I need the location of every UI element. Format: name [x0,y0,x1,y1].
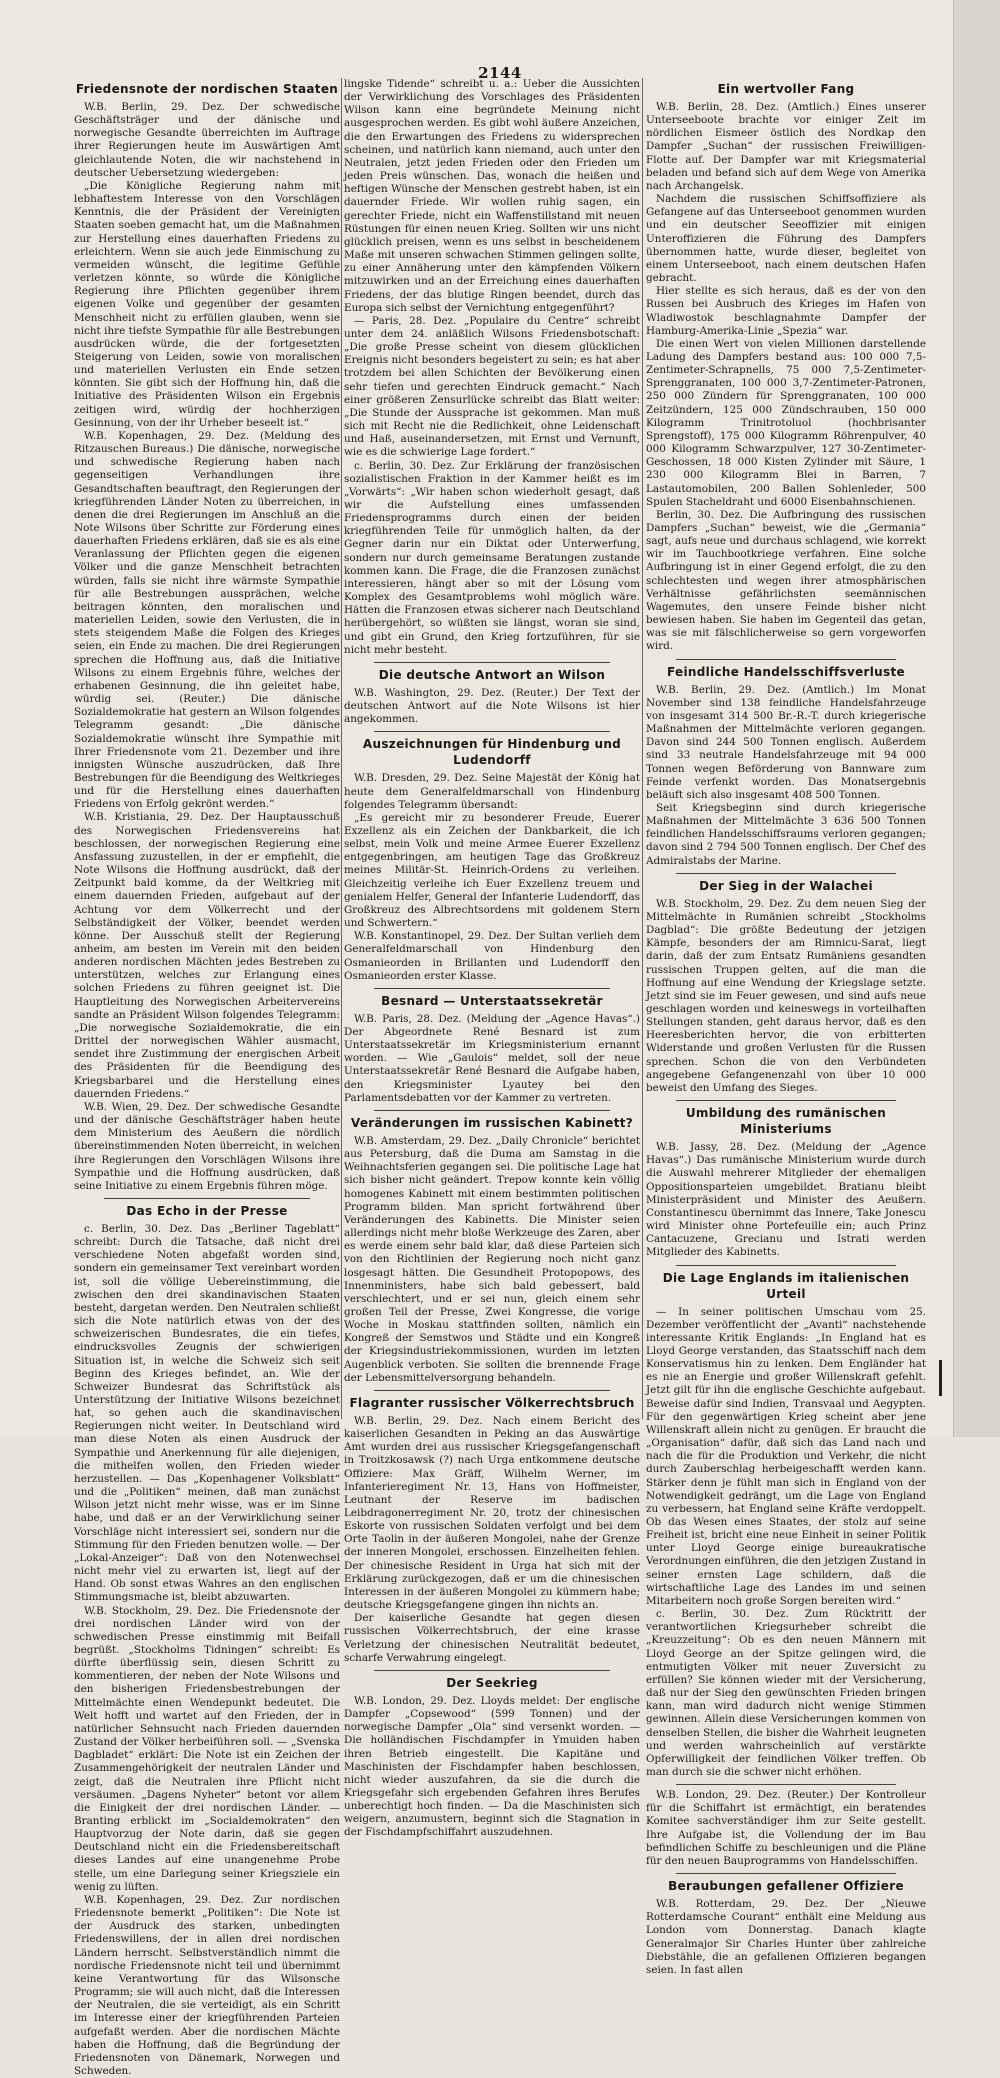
article-separator [374,988,610,989]
column-1 [74,78,340,2077]
article-paragraph: W.B. Jassy, 28. Dez. (Meldung der „Agence Havas“.) Das rumänische Ministerium wurde durch die Auswahl mehrerer Mitglieder der ehemaligen Oppositionsparteien umgebildet. Bratianu bleibt Ministerpräsident und Minister des Aeußern. Constantinescu übernimmt das Innere, Take Jonescu wird Minister ohne Portefeuille ein; auch Prinz Cantacuzene, Grecianu und Istrati werden Mitglieder des Kabinetts. [646,1141,926,1259]
article-paragraph: lingske Tidende“ schreibt u. a.: Ueber die Aussichten der Verwirklichung des Vorschlages des Präsidenten Wilson kann eine begründete Meinung nicht ausgesprochen werden. Es gibt wohl äußere Anzeichen, die den Erwartungen des Friedens zu widersprechen scheinen, und natürlich kann niemand, auch unter den Neutralen, jetzt jeden Frieden oder den Frieden um jeden Preis wünschen. Das, wonach die heißen und heftigen Wünsche der Menschen gestrebt haben, ist ein dauernder Friede. Wir wollen ruhig sagen, ein gerechter Friede, nicht ein Waffenstillstand mit neuen Rüstungen für einen neuen Krieg. Sollten wir uns nicht glücklich preisen, wenn es uns selbst in bescheidenem Maße mit unseren schwachen Stimmen gelingen sollte, zu einer Annäherung unter den kämpfenden Völkern mitzuwirken und an der Erreichung eines dauerhaften Friedens, der das blutige Ringen beendet, durch das Europa sich selbst der Vernichtung entgegenführt? [344,78,640,314]
article-headline: Auszeichnungen für Hindenburg und Ludendorff [362,737,622,768]
article-russian-violation [344,1395,640,1665]
article-valuable-catch [646,81,926,654]
article-paragraph: c. Berlin, 30. Dez. Zum Rücktritt der verantwortlichen Kriegsurheber schreibt die „Kreuzzeitung“: Ob es den neuen Männern mit Lloyd George an der Spitze gelingen wird, die entmutigten Völker mit neuer Zuversicht zu erfüllen? Sie können wieder mit der Versicherung, daß nur der Sieg den gewünschten Frieden bringen kann, man wird dadurch nicht wenige Stimmen gewinnen. Allein diese Versicherungen kommen von denselben Stellen, die bisher die Wahrheit leugneten und werden wahrscheinlich auf verstärkte Opferwilligkeit der feindlichen Völker treffen. Ob man durch sie die schwer nicht erhöhen. [646,1608,926,1778]
article-england-italian-view [646,1270,926,1780]
column-2 [344,78,640,1839]
column-rule [341,78,342,1419]
article-paragraph: W.B. Stockholm, 29. Dez. Die Friedensnote der drei nordischen Länder wird von der schwedischen Presse einstimmig mit Beifall begrüßt. „Stockholms Tidningen“ schreibt: Es dürfte überflüssig sein, diesen Schritt zu kommentieren, der neben der Note Wilsons und den bisherigen Friedensbestrebungen der Mittelmächte einen Wendepunkt bedeutet. Die Welt hofft und wartet auf den Frieden, der in natürlicher Sehnsucht nach Frieden dauernden Zustand der Völker herbeiführen soll. — „Svenska Dagbladet“ erklärt: Die Note ist ein Zeichen der Zusammengehörigkeit der neutralen Länder und zeigt, daß die Neutralen ihre Pflicht nicht versäumen. „Dagens Nyheter“ betont vor allem die Einigkeit der drei nordischen Länder. — Branting erblickt im „Socialdemokraten“ den Hauptvorzug der Note darin, daß sie gegen Deutschland nicht ein die Friedensbereitschaft dieses Landes auf eine unangenehme Probe stelle, um eine Darlegung seiner Kriegsziele ein wenig zu lüften. [74,1604,340,1893]
article-paragraph: — In seiner politischen Umschau vom 25. Dezember veröffentlicht der „Avanti“ nachstehende interessante Kritik Englands: „In England hat es Lloyd George verstanden, das Staatsschiff nach dem Konservatismus hin zu lenken. Dem Engländer hat es nie an Energie und großer Willenskraft gefehlt. Jetzt gilt für ihn die englische Geschichte aufgebaut. Beweise dafür sind Indien, Transvaal und Aegypten. Für den gegenwärtigen Krieg scheint aber jene Willenskraft allein nicht zu genügen. Er braucht die „Organisation“ dafür, daß sich das Land nach und nach die für die Produktion und Verkehr, die nicht durch Zauberschlag herbeigeschafft werden kann. Stärker denn je fühlt man sich in England von der Notwendigkeit gedrängt, um die Lage von England zu verbessern, hat England seine Kräfte verdoppelt. Ob das Wesen eines Staates, der stolz auf seine Freiheit ist, bricht eine neue Einheit in seiner Politik unter Lloyd George einige bureaukratische Verordnungen einführen, die den jetzigen Zustand in seiner ernsten Lage schildern, daß die wirtschaftliche Lage des Landes im und seinen Mitarbeitern noch große Sorgen bereiten wird.“ [646,1305,926,1607]
article-paragraph: Nachdem die russischen Schiffsoffiziere als Gefangene auf das Unterseeboot genommen wurden und ein deutscher Seeoffizier mit einigen Unteroffizieren die Führung des Dampfers übernommen hatte, wurde dieser, begleitet von einem Unterseeboot, nach einem deutschen Hafen gebracht. [646,193,926,285]
article-headline: Beraubungen gefallener Offiziere [668,1879,904,1894]
article-paragraph: c. Berlin, 30. Dez. Das „Berliner Tageblatt“ schreibt: Durch die Tatsache, daß nicht drei verschiedene Noten abgefaßt worden sind, sondern ein gemeinsamer Text vereinbart worden ist, soll die völlige Uebereinstimmung, die zwischen den drei skandinavischen Staaten besteht, dargetan werden. Den Neutralen schließt sich die Note natürlich etwas von der des schweizerischen Bundesrates, die ein tiefes, eindrucksvolles Zeugnis der schwierigen Situation ist, in welche die Schweiz sich seit Beginn des Krieges befindet, an. Wie der Schweizer Bundesrat das Schriftstück als Unterstützung der Initiative Wilsons bezeichnet hat, so gehen auch die skandinavischen Regierungen nicht weiter. In Deutschland wird man diese Noten als einen Ausdruck der Sympathie und Anerkennung für alle diejenigen, die mithelfen wollen, den Frieden wieder herzustellen. — Das „Kopenhagener Volksblatt“ und die „Politiken“ meinen, daß man zunächst Wilson jetzt nicht mehr wisse, was er im Sinne habe, und daß er an der Verwirklichung seiner Vorschläge nicht interessiert sei, sondern nur die Stimmung für den Frieden benutzen wolle. — Der „Lokal-Anzeiger“: Daß von den Notenwechsel nicht mehr viel zu erwarten ist, liegt auf der Hand. Ob sonst etwas Wahres an den englischen Stimmungsmache ist, bleibt abzuwarten. [74,1222,340,1604]
article-german-answer [344,667,640,726]
article-paragraph: W.B. Berlin, 29. Dez. Der schwedische Geschäftsträger und der dänische und norwegische Gesandte überreichten im Auftrage ihrer Regierungen heute im Auswärtigen Amt gleichlautende Noten, die wir nachstehend in deutscher Uebersetzung wiedergeben: [74,101,340,179]
article-paragraph: Hier stellte es sich heraus, daß es der von den Russen bei Ausbruch des Krieges im Hafen von Wladiwostok beschlagnahmte Dampfer der Hamburg-Amerika-Linie „Spezia“ war. [646,285,926,337]
article-separator [374,662,610,663]
article-paragraph: W.B. Berlin, 29. Dez. Nach einem Bericht des kaiserlichen Gesandten in Peking an das Auswärtige Amt wurden drei aus russischer Kriegsgefangenschaft in Troitzkosawsk (?) nach Urga entkommene deutsche Offiziere: Max Gräff, Wilhelm Werner, im Infanterieregiment Nr. 13, Hans von Hoffmeister, Leutnant der Reserve im badischen Leibdragonerregiment Nr. 20, trotz der chinesischen Eskorte von russischen Soldaten verfolgt und bei dem Orte Taolin in der äußeren Mongolei, nahe der Grenze der inneren Mongolei, erschossen. Einzelheiten fehlen. Der chinesische Resident in Urga hat sich mit der Erklärung zurückgezogen, daß er um die chinesischen Interessen in der äußeren Mongolei zu kümmern habe; deutsche Kriegsgefangene gingen ihn nichts an. [344,1414,640,1612]
article-separator [676,659,896,660]
column-3 [646,78,926,1976]
article-paragraph: W.B. Paris, 28. Dez. (Meldung der „Agence Havas“.) Der Abgeordnete René Besnard ist zum Unterstaatssekretär im Kriegsministerium ernannt worden. — Wie „Gaulois“ meldet, soll der neue Unterstaatssekretär René Besnard die Aufgabe haben, den Kriegsminister Lyautey bei den Parlamentsdebatten vor der Kammer zu vertreten. [344,1012,640,1104]
article-headline: Umbildung des rumänischen Ministeriums [685,1106,887,1137]
article-paragraph: W.B. Wien, 29. Dez. Der schwedische Gesandte und der dänische Geschäftsträger haben heute dem Ministerium des Aeußern die nördlich übereinstimmenden Noten überreicht, in welchen ihre Regierungen den Vorschlägen Wilsons ihre Sympathie und die Hoffnung ausdrücken, daß seine Initiative zu einem Ergebnis führen möge. [74,1100,340,1192]
article-paragraph: W.B. London, 29. Dez. Lloyds meldet: Der englische Dampfer „Copsewood“ (599 Tonnen) und der norwegische Dampfer „Ola“ sind versenkt worden. — Die holländischen Fischdampfer in Ymuiden haben ihren Betrieb eingestellt. Die Kapitäne und Maschinisten der Fischdampfer haben beschlossen, nicht wieder auszufahren, da sie die durch die Kriegsgefahr sich ergebenden Gefahren ihres Berufes unberechtigt hoch finden. — Da die Maschinisten sich weigern, anzumustern, beginnt sich die Stagnation in der Fischdampfschiffahrt auszudehnen. [344,1694,640,1839]
article-naval-war [344,1675,640,1840]
article-shipping-controller [646,1789,926,1868]
article-separator [374,731,610,732]
article-separator [374,1670,610,1671]
article-paragraph: W.B. Amsterdam, 29. Dez. „Daily Chronicle“ berichtet aus Petersburg, daß die Duma am Samstag in die Weihnachtsferien gegangen sei. Die politische Lage hat sich bisher nicht geändert. Trepow konnte kein völlig homogenes Kabinett mit einem bestimmten politischen Programm bilden. Man spricht fortwährend über Veränderungen des Kabinetts. Die Minister seien allerdings nicht mehr bloße Werkzeuge des Zaren, aber es werde einem sehr bald klar, daß diese Parteien sich von den Richtlinien der Regierung noch nicht ganz losgesagt hätten. Die Gesundheit Protopopows, des Innenministers, habe sich bald gebessert, bald verschlechtert, und er sei nun, gleich einem sehr großen Teil der Presse, Zwei Kongresse, die vorige Woche in Moskau stattfinden sollten, nämlich ein Kongreß der Semstwos und Städte und ein Kongreß der Kriegsindustriekommissionen, wurden im letzten Augenblick verboten. Sie sollten die brennende Frage der Lebensmittelversorgung behandeln. [344,1134,640,1384]
margin-mark [939,1360,942,1396]
article-separator [676,1100,896,1101]
article-separator [676,1265,896,1266]
article-paragraph: Die einen Wert von vielen Millionen darstellende Ladung des Dampfers bestand aus: 100 000 7,5-Zentimeter-Schrapnells, 75 000 7,5-Zentimeter-Sprenggranaten, 100 000 3,7-Zentimeter-Patronen, 250 000 Zündern für Sprenggranaten, 100 000 Zeitzündern, 125 000 Zündschrauben, 150 000 Kilogramm Trinitrotoluol (hochbrisanter Sprengstoff), 175 000 Kilogramm Röhrenpulver, 40 000 Kilogramm Schwarzpulver, 127 30-Zentimeter-Geschossen, 18 000 Kisten Zylinder mit Säure, 1 230 000 Kilogramm Blei in Barren, 7 Lastautomobilen, 200 Ballen Sohlenleder, 500 Spulen Stacheldraht und 6000 Eisenbahnschienen. [646,337,926,508]
article-separator [374,1110,610,1111]
article-paragraph: c. Berlin, 30. Dez. Zur Erklärung der französischen sozialistischen Fraktion in der Kammer heißt es im „Vorwärts“: „Wir haben schon wiederholt gesagt, daß wir die Aufstellung eines umfassenden Friedensprogramms durch einen der beiden kriegführenden Teile für unmöglich halten, da der Gegner darin nur ein Diktat oder Unterwerfung, sondern nur durch gemeinsame Beratungen zustande kommen kann. Die Frage, die die Franzosen zunächst interessieren, hängt aber so mit der Lösung vom Komplex des Gesamtproblems wohl möglich wäre. Hätten die Franzosen etwas sicherer nach Deutschland herübergehört, so wüßten sie längst, woran sie sind, und gibt ein Grund, den Krieg fortzuführen, für sie nicht mehr besteht. [344,459,640,656]
article-walachia-victory [646,878,926,1095]
article-russian-cabinet [344,1115,640,1385]
article-paragraph: W.B. London, 29. Dez. (Reuter.) Der Kontrolleur für die Schiffahrt ist ermächtigt, ein beratendes Komitee sachverständiger ihm zur Seite gestellt. Ihre Aufgabe ist, die Vollendung der im Bau befindlichen Schiffe zu beschleunigen und die Pläne für den neuen Bauprogramms von Handelsschiffen. [646,1789,926,1867]
article-robberies [646,1878,926,1977]
article-headline: Die Lage Englands im italienischen Urteil [662,1270,910,1301]
page-edge [953,0,1000,1437]
article-paragraph: W.B. Stockholm, 29. Dez. Zu dem neuen Sieg der Mittelmächte in Rumänien schreibt „Stockholms Dagblad“: Die größte Bedeutung der jetzigen Kämpfe, besonders der am Rimnicu-Sarat, liegt darin, daß der zum Entsatz Rumäniens gesandten russischen Truppen gelten, auf die man die Hoffnung auf eine Wendung der Kriegslage setzte. Jetzt sind sie im Feuer gewesen, und sind aufs neue geschlagen worden und keineswegs in vorteilhaften Stellungen standen, geht daraus hervor, daß es den Heeresberichten hervor, die von erbitterten Widerstande und großen Verlusten für die Russen sprechen. Schon die von den Verbündeten angegebene Gefangenenzahl von über 10 000 beweist den Umfang des Sieges. [646,897,926,1094]
article-headline: Der Seekrieg [446,1675,538,1690]
page-number: 2144 [478,64,522,82]
article-headline: Ein wertvoller Fang [717,82,855,96]
article-paragraph: W.B. Kristiania, 29. Dez. Der Hauptausschuß des Norwegischen Friedensvereins hat beschlossen, der norwegischen Regierung eine Ansfassung zuzustellen, in der er empfiehlt, die Note Wilsons die Hoffnung ausdrückt, daß der Zeitpunkt bald komme, da der Weltkrieg mit einem dauernden Frieden, aufgebaut auf der Achtung vor dem Völkerrecht und der Selbständigkeit der Völker, beendet werden könne. Der Ausschuß stellt der Regierung anheim, am besten im Verein mit den beiden anderen nordischen Mächten jedes Bestreben zu unterstützen, welches zur Erlangung eines solchen Friedens zu führen geeignet ist. Die Hauptleitung des Norwegischen Arbeitervereins sandte an Präsident Wilson folgendes Telegramm: „Die norwegische Sozialdemokratie, die ein Drittel der norwegischen Wähler ausmacht, sendet ihre Zustimmung der energischen Arbeit des Präsidenten für die Beendigung des Kriegsbarbarei und die Herstellung eines dauernden Friedens.“ [74,811,340,1100]
article-paragraph: W.B. Washington, 29. Dez. (Reuter.) Der Text der deutschen Antwort auf die Note Wilsons ist hier angekommen. [344,686,640,726]
article-press-echo [74,1203,340,2078]
article-paragraph: Der kaiserliche Gesandte hat gegen diesen russischen Völkerrechtsbruch, der eine krasse Verletzung der chinesischen Neutralität bedeutet, scharfe Verwahrung eingelegt. [344,1612,640,1664]
article-paragraph: — Paris, 28. Dez. „Populaire du Centre“ schreibt unter dem 24. anläßlich Wilsons Friedensbotschaft: „Die große Presse scheint von diesem glücklichen Ereignis nicht besonders begeistert zu sein; es hat aber trotzdem bei allen Schichten der Bevölkerung einen sehr tiefen und gerechten Eindruck gemacht.“ Nach einer größeren Zensurlücke schreibt das Blatt weiter: „Die Stunde der Aussprache ist gekommen. Man muß sich mit Recht nie die Redlichkeit, ohne Leidenschaft und Haß, auseinandersetzen, mit Ernst und Vernunft, wie es die schwierige Lage fordert.“ [344,314,640,459]
article-separator [676,1873,896,1874]
article-besnard [344,993,640,1105]
article-paragraph: W.B. Kopenhagen, 29. Dez. Zur nordischen Friedensnote bemerkt „Politiken“: Die Note ist der Ausdruck des starken, unbedingten Friedenswillens, der in allen drei nordischen Ländern herrscht. Selbstverständlich nimmt die nordische Friedensnote nicht teil und übernimmt keine Verantwortung für das Wilsonsche Programm; sie will auch nicht, daß die Interessen der Neutralen, die sie verteidigt, als ein Schritt im Interesse einer der kriegführenden Parteien aufgefaßt werden. Aber die nordischen Mächte haben die Hoffnung, daß die Begründung der Friedensnoten von Dänemark, Norwegen und Schweden. [74,1893,340,2077]
article-merchant-losses [646,664,926,868]
article-headline: Der Sieg in der Walachei [699,878,873,893]
article-paragraph: W.B. Berlin, 28. Dez. (Amtlich.) Eines unserer Unterseeboote brachte vor einiger Zeit im nördlichen Eismeer östlich des Nordkap den Dampfer „Suchan“ der russischen Freiwilligen-Flotte auf. Der Dampfer war mit Kriegsmaterial beladen und befand sich auf dem Wege von Amerika nach Archangelsk. [646,101,926,192]
article-separator [676,873,896,874]
article-headline: Das Echo in der Presse [126,1203,288,1218]
article-paragraph: W.B. Dresden, 29. Dez. Seine Majestät der König hat heute dem Generalfeldmarschall von Hindenburg folgendes Telegramm übersandt: [344,772,640,811]
column-rule [642,78,643,1419]
article-headline: Besnard — Unterstaatssekretär [381,993,603,1008]
article-headline: Feindliche Handelsschiffsverluste [667,664,905,679]
article-paragraph: W.B. Konstantinopel, 29. Dez. Der Sultan verlieh dem Generalfeldmarschall von Hindenburg den Osmanieorden in Brillanten und Ludendorff den Osmanieorden erster Klasse. [344,930,640,982]
article-paragraph: W.B. Rotterdam, 29. Dez. Der „Nieuwe Rotterdamsche Courant“ enthält eine Meldung aus London vom Donnerstag. Danach klagte Generalmajor Sir Charles Hunter über zahlreiche Diebstähle, die an gefallenen Offizieren begangen seien. In fast allen [646,1898,926,1976]
article-headline: Flagranter russischer Völkerrechtsbruch [349,1395,635,1410]
article-paragraph: Seit Kriegsbeginn sind durch kriegerische Maßnahmen der Mittelmächte 3 636 500 Tonnen feindlichen Handelsschiffsraums verloren gegangen; davon sind 2 794 500 Tonnen englisch. Der Chef des Admiralstabs der Marine. [646,801,926,867]
article-paragraph: W.B. Kopenhagen, 29. Dez. (Meldung des Ritzauschen Bureaus.) Die dänische, norwegische und schwedische Regierung haben nach gegenseitigen Verhandlungen ihre Gesandtschaften beauftragt, den Regierungen der kriegführenden Länder Noten zu überreichen, in denen die drei Regierungen im Anschluß an die Note Wilsons über Schritte zur Förderung eines dauerhaften Friedens erklären, daß sie es als eine Veranlassung der Pflichten gegen die eigenen Völker und die ganze Menschheit betrachten würden, falls sie nicht ihre wärmste Sympathie für alle Bestrebungen aussprächen, welche beitragen könnten, den moralischen und materiellen Leiden, sowie den Verlusten, die in stets steigendem Maße die Folgen des Krieges seien, ein Ende zu machen. Die drei Regierungen sprechen die Hoffnung aus, daß die Initiative Wilsons zu einem Ergebnis führe, welches der erhabenen Gesinnung, die ihn geleitet habe, würdig sei. (Reuter.) Die dänische Sozialdemokratie hat gestern an Wilson folgendes Telegramm gesandt: „Die dänische Sozialdemokratie wünscht ihre Sympathie mit Ihrer Friedensnote vom 21. Dezember und ihre innigsten Wünsche auszudrücken, daß Ihre Bestrebungen für die Beendigung des Weltkrieges und für die Herstellung eines dauerhaften Friedens von Erfolg gekrönt werden.“ [74,429,340,811]
article-romanian-ministry [646,1105,926,1259]
article-separator [104,1198,310,1199]
article-paragraph: W.B. Berlin, 29. Dez. (Amtlich.) Im Monat November sind 138 feindliche Handelsfahrzeuge von insgesamt 314 500 Br.-R.-T. durch kriegerische Maßnahmen der Mittelmächte verloren gegangen. Davon sind 244 500 Tonnen englisch. Außerdem sind 33 neutrale Handelsfahrzeuge mit 94 000 Tonnen wegen Beförderung von Bannware zum Feinde verfenkt worden. Das Monatsergebnis beläuft sich also insgesamt 408 500 Tonnen. [646,683,926,801]
article-paragraph: Berlin, 30. Dez. Die Aufbringung des russischen Dampfers „Suchan“ beweist, wie die „Germania“ sagt, aufs neue und durchaus schlagend, wie korrekt wir im Tauchbootkriege verfahren. Eine solche Aufbringung ist in einer Gegend erfolgt, die zu den schlechtesten und wegen ihrer atmosphärischen Verhältnisse gefährlichsten seemännischen Wagemutes, den unsere Feinde bisher nicht bewiesen haben. Sie haben im Gegenteil das getan, was sie mit fälschlicherweise so gern vorgeworfen wird. [646,508,926,653]
article-headline: Die deutsche Antwort an Wilson [378,667,606,682]
article-paragraph: „Es gereicht mir zu besonderer Freude, Euerer Exzellenz als ein Zeichen der Dankbarkeit, die ich selbst, mein Volk und meine Armee Euerer Exzellenz entgegenbringen, am heutigen Tage das Großkreuz meines Militär-St. Heinrich-Ordens zu verleihen. Gleichzeitig verleihe ich Euer Exzellenz treuem und genialem Helfer, General der Infanterie Ludendorff, das Großkreuz des Albrechtsordens mit goldenem Stern und Schwertern.“ [344,811,640,930]
article-nordic-peace-note [74,81,340,1193]
article-hindenburg-awards [344,736,640,983]
article-headline: Friedensnote der nordischen Staaten [75,82,339,96]
article-separator [374,1390,610,1391]
article-paragraph: „Die Königliche Regierung nahm mit lebhaftestem Interesse von den Vorschlägen Kenntnis, die der Präsident der Vereinigten Staaten soeben gemacht hat, um die Maßnahmen zur Herstellung eines dauerhaften Friedens zu erleichtern. Wenn sie auch jede Einmischung zu vermeiden wünscht, die legitime Gefühle verletzen könnte, so würde die Königliche Regierung ihre Pflichten gegenüber ihrem eigenen Volke und gegenüber der gesamten Menschheit nicht zu erfüllen glauben, wenn sie nicht ihre tiefste Sympathie für alle Bestrebungen ausdrücken würde, die der fortgesetzten Steigerung von Leiden, sowie von moralischen und materiellen Verlusten ein Ende setzen könnten. Sie gibt sich der Hoffnung hin, daß die Initiative des Präsidenten Wilson ein Ergebnis zeitigen wird, würdig der hochherzigen Gesinnung, von der ihr Urheber beseelt ist.“ [74,179,340,429]
article-headline: Veränderungen im russischen Kabinett? [350,1115,634,1130]
article-separator [676,1784,896,1785]
article-continuation [344,78,640,657]
